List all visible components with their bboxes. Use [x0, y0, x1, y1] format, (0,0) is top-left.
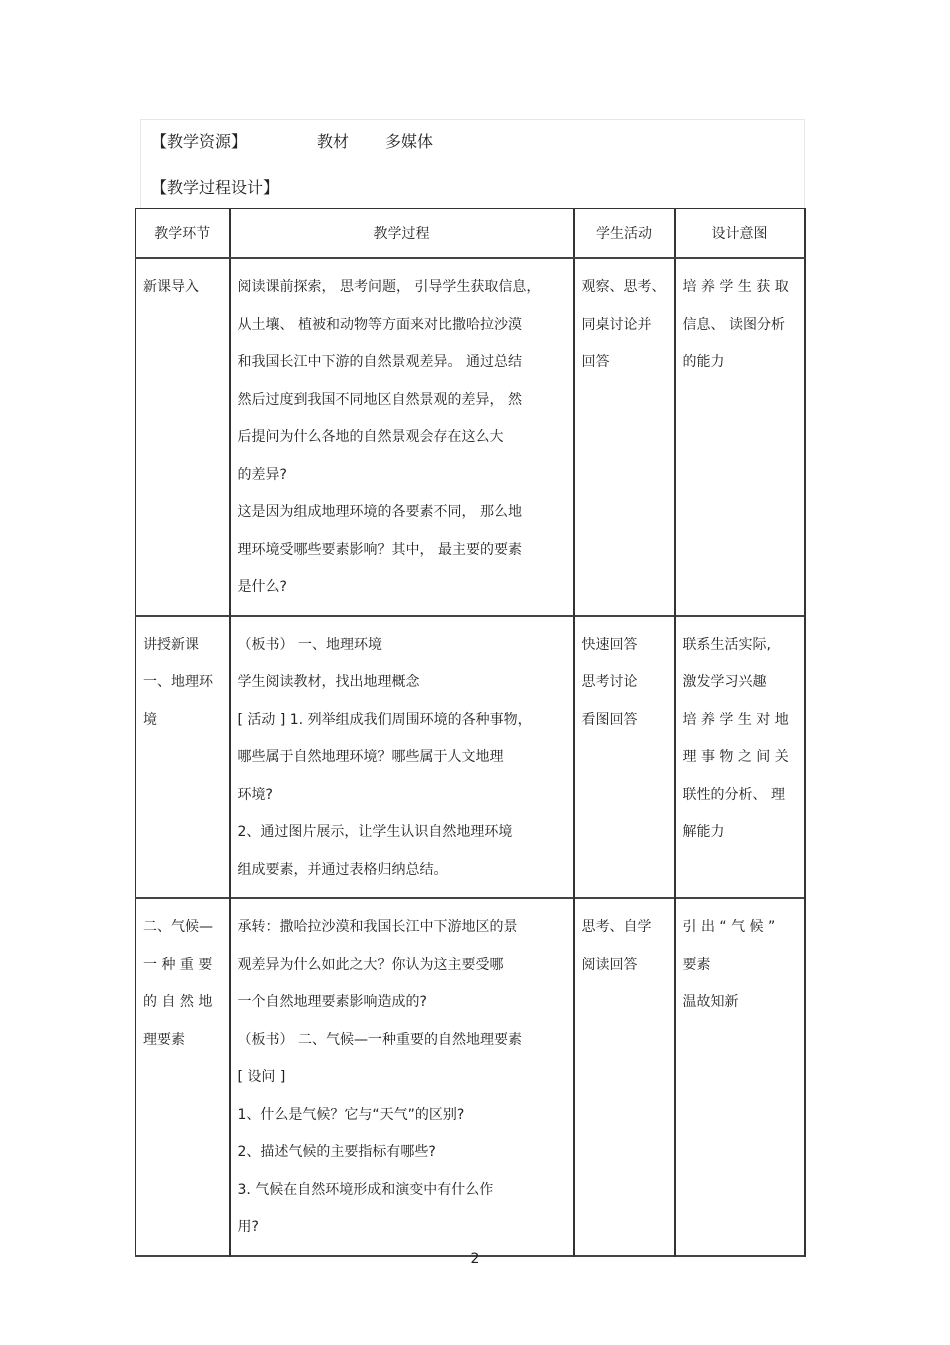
activity-line: 同桌讨论并: [581, 316, 652, 333]
intent-line: 联系生活实际,: [682, 636, 771, 653]
intent-line: 联性的分析、 理: [682, 786, 785, 803]
activity-line: 观察、思考、: [581, 279, 666, 295]
process-line: 1、什么是气候？它与“天气”的区别?: [237, 1106, 465, 1123]
process-line: （板书） 一、地理环境: [237, 636, 382, 653]
column-header-activity: 学生活动: [574, 209, 675, 259]
process-cell: [230, 898, 574, 1256]
process-line: 观差异为什么如此之大？你认为这主要受哪: [237, 956, 504, 973]
process-line: 阅读课前探索， 思考问题， 引导学生获取信息，: [237, 279, 541, 295]
resources-item-textbook: 教材: [317, 132, 350, 151]
stage-line: 一、地理环: [143, 674, 213, 690]
header-section: [140, 119, 805, 209]
intent-line: 温故知新: [682, 994, 739, 1010]
process-line: 学生阅读教材，找出地理概念: [237, 674, 420, 690]
table-row: [136, 258, 805, 616]
intent-line: 激发学习兴趣: [682, 674, 767, 690]
stage-line: 的 自 然 地: [143, 994, 213, 1010]
intent-cell: [675, 898, 805, 1256]
activity-cell: [574, 616, 675, 899]
process-line: 一个自然地理要素影响造成的?: [237, 994, 427, 1010]
activity-cell: [574, 258, 675, 616]
process-line: 从土壤、 植被和动物等方面来对比撒哈拉沙漠: [237, 316, 522, 333]
process-line: [ 设问 ]: [237, 1069, 286, 1085]
process-line: 和我国长江中下游的自然景观差异。 通过总结: [237, 354, 522, 370]
intent-line: 引 出 “ 气 候 ”: [682, 919, 776, 935]
page-number: 2: [470, 1251, 480, 1267]
table-row: [136, 898, 805, 1256]
column-header-stage: 教学环节: [136, 209, 230, 259]
process-line: （板书） 二、气候—一种重要的自然地理要素: [237, 1031, 522, 1048]
process-line: 这是因为组成地理环境的各要素不同， 那么地: [237, 504, 522, 520]
intent-line: 培 养 学 生 获 取: [682, 279, 789, 295]
process-line: 组成要素，并通过表格归纳总结。: [237, 861, 448, 878]
activity-line: 快速回答: [581, 636, 638, 653]
intent-line: 培 养 学 生 对 地: [682, 711, 789, 728]
intent-line: 信息、 读图分析: [682, 316, 785, 333]
process-line: 是什么?: [237, 579, 287, 595]
resources-label: 【教学资源】: [151, 132, 248, 151]
stage-cell: [136, 898, 230, 1256]
intent-line: 理 事 物 之 间 关: [682, 749, 789, 765]
resources-item-multimedia: 多媒体: [385, 132, 434, 151]
activity-line: 回答: [581, 354, 610, 370]
activity-line: 阅读回答: [581, 956, 638, 973]
stage-line: 理要素: [143, 1031, 185, 1048]
process-line: [ 活动 ] 1. 列举组成我们周围环境的各种事物，: [237, 711, 532, 728]
lesson-plan-table: [135, 208, 806, 1257]
activity-line: 看图回答: [581, 711, 638, 728]
process-line: 2、描述气候的主要指标有哪些?: [237, 1144, 436, 1160]
process-line: 环境?: [237, 786, 273, 803]
process-line: 2、通过图片展示，让学生认识自然地理环境: [237, 824, 513, 840]
activity-cell: [574, 898, 675, 1256]
process-cell: [230, 258, 574, 616]
stage-line: 新课导入: [143, 279, 199, 295]
stage-cell: [136, 616, 230, 899]
activity-line: 思考讨论: [581, 674, 638, 690]
column-header-intent: 设计意图: [675, 209, 805, 259]
intent-cell: [675, 616, 805, 899]
process-line: 3. 气候在自然环境形成和演变中有什么作: [237, 1181, 494, 1198]
process-line: 承转：撒哈拉沙漠和我国长江中下游地区的景: [237, 919, 518, 935]
intent-line: 解能力: [682, 824, 725, 840]
process-line: 然后过度到我国不同地区自然景观的差异， 然: [237, 391, 522, 408]
process-line: 后提问为什么各地的自然景观会存在这么大: [237, 429, 504, 445]
column-header-process: 教学过程: [230, 209, 574, 259]
process-cell: [230, 616, 574, 899]
stage-line: 一 种 重 要: [143, 956, 213, 973]
stage-line: 二、气候—: [143, 919, 213, 935]
table-row: [136, 616, 805, 899]
stage-line: 境: [143, 711, 157, 728]
process-line: 的差异?: [237, 466, 287, 483]
intent-line: 要素: [682, 956, 711, 973]
activity-line: 思考、自学: [581, 919, 652, 935]
intent-cell: [675, 258, 805, 616]
process-line: 理环境受哪些要素影响？其中， 最主要的要素: [237, 541, 522, 558]
table-header-row: [136, 209, 805, 259]
resources-line: [151, 129, 434, 152]
stage-line: 讲授新课: [143, 636, 199, 653]
process-line: 用?: [237, 1219, 259, 1235]
process-line: 哪些属于自然地理环境？哪些属于人文地理: [237, 749, 504, 765]
intent-line: 的能力: [682, 354, 725, 370]
stage-cell: [136, 258, 230, 616]
process-design-label: 【教学过程设计】: [151, 178, 280, 197]
